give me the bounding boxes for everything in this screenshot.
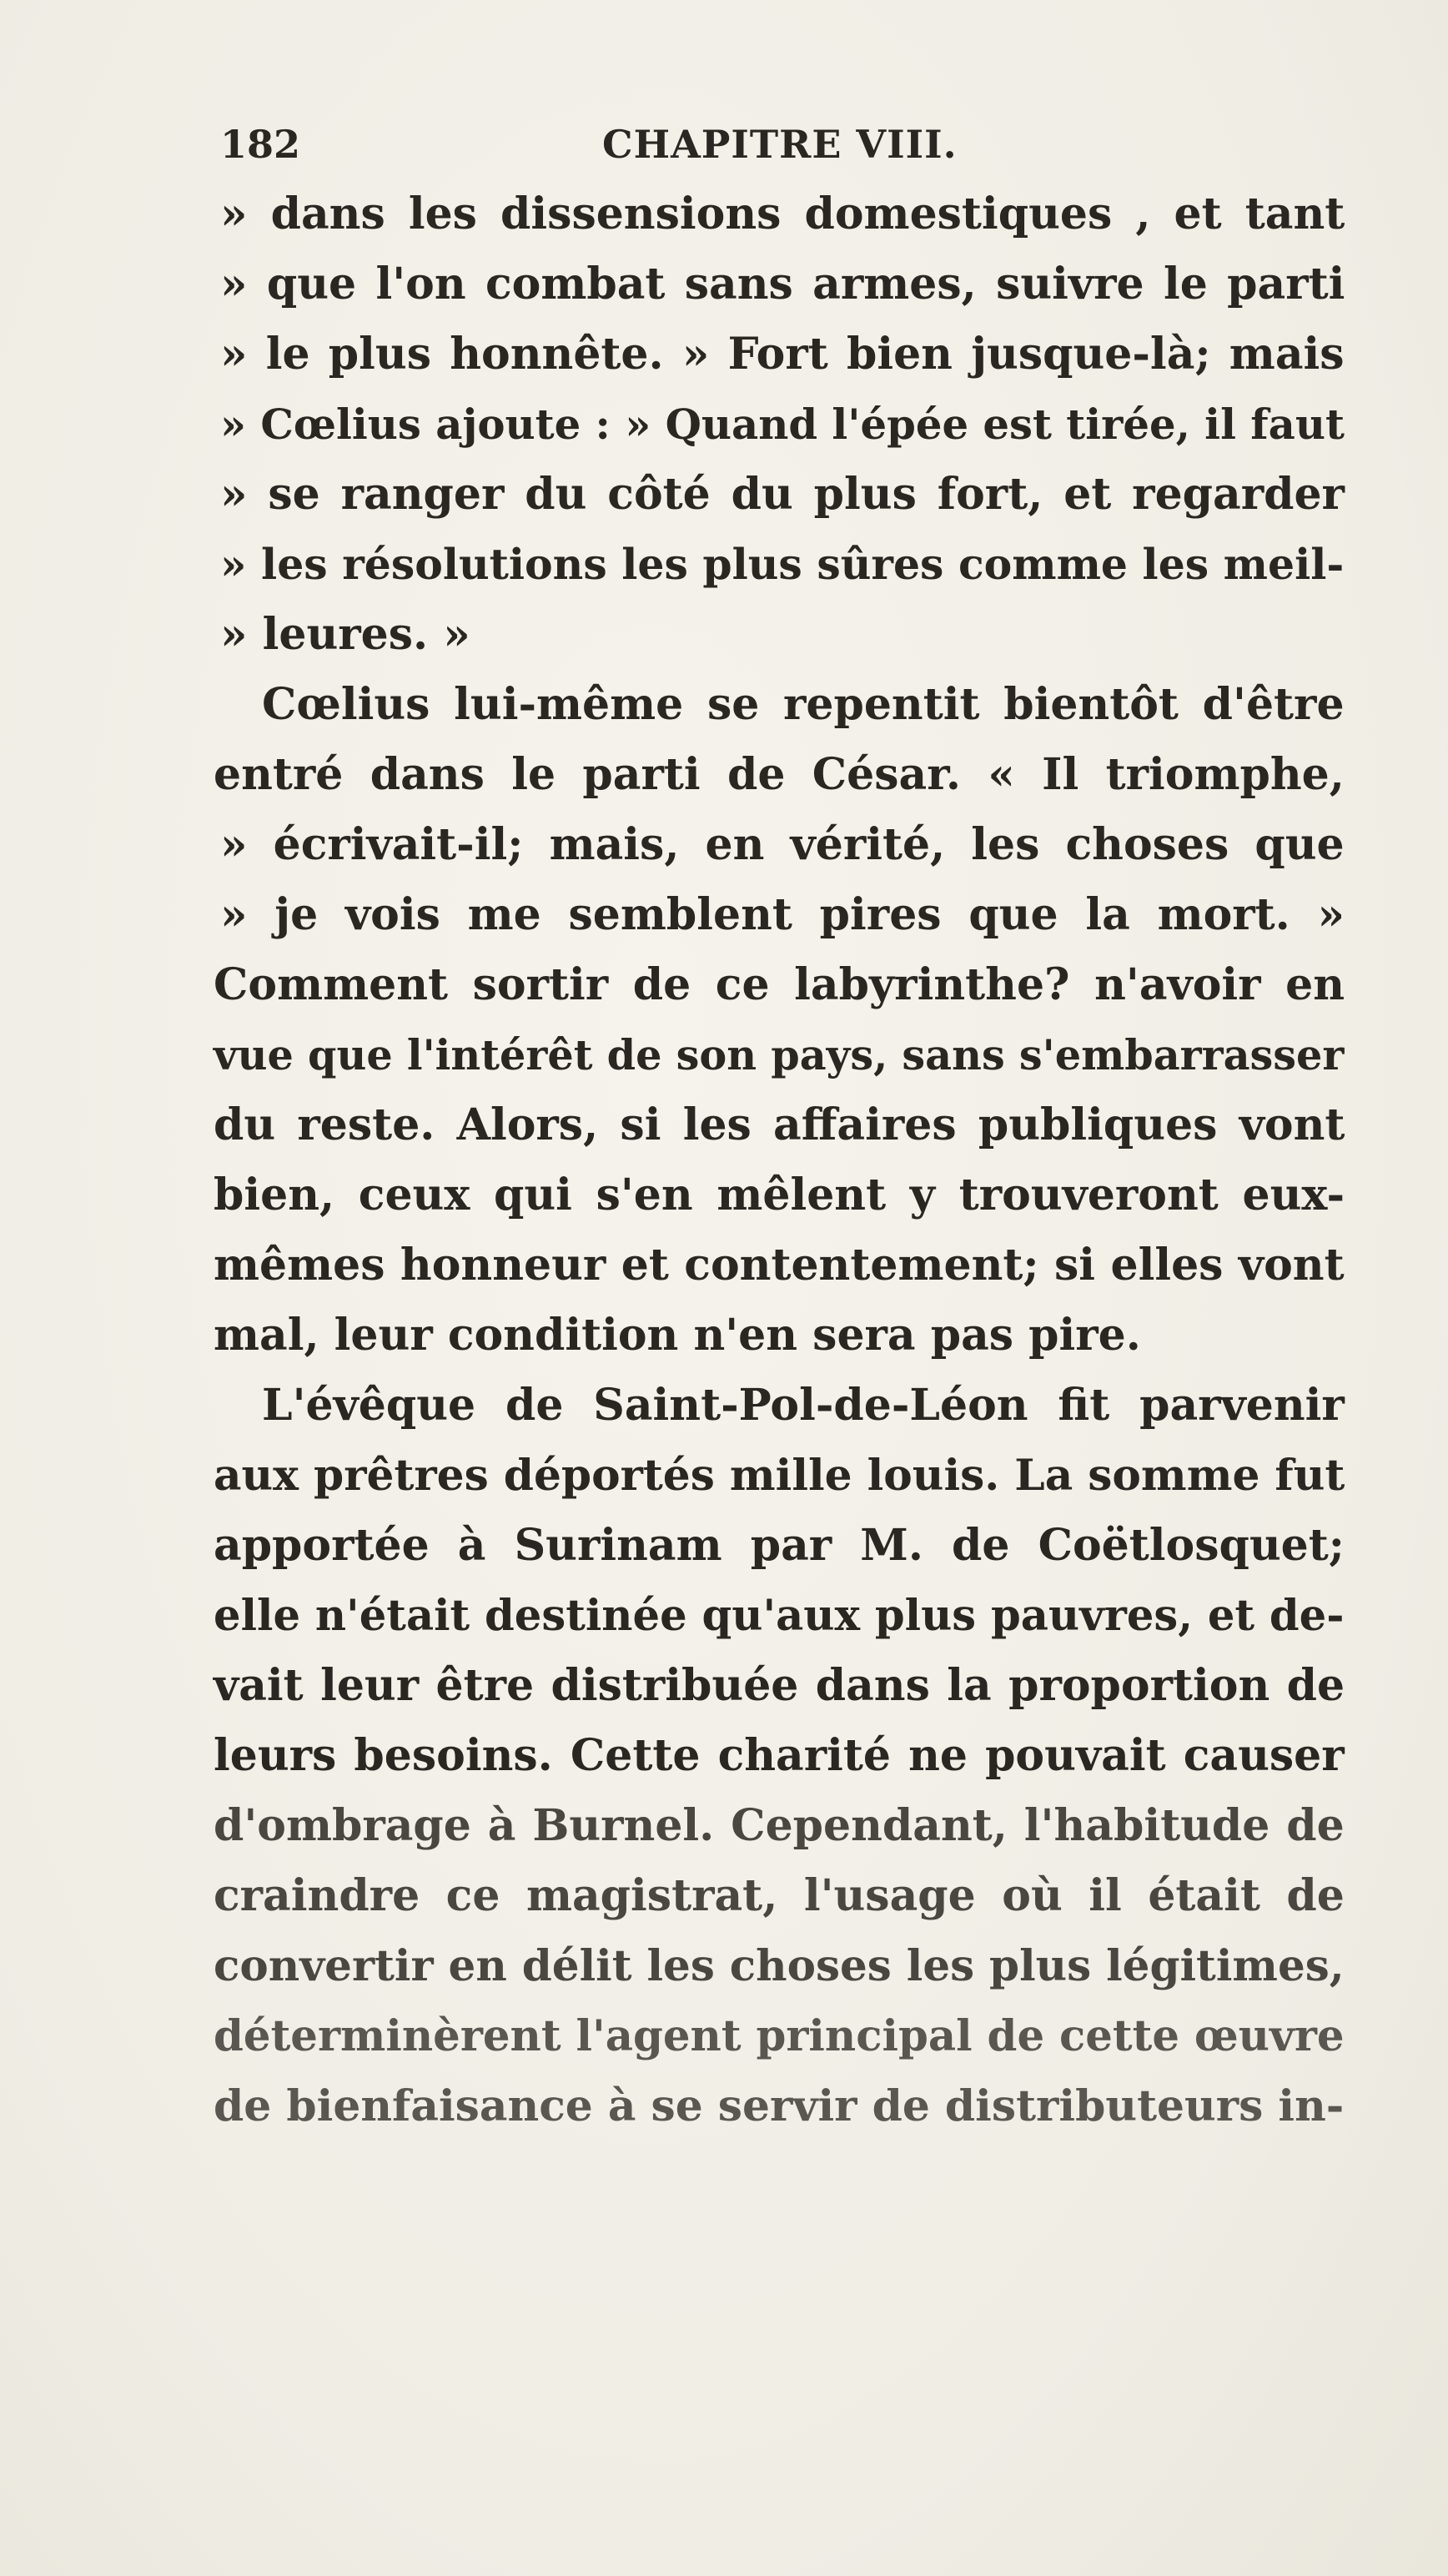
text-line: » dans les dissensions domestiques , et tant — [220, 189, 1345, 239]
page-number: 182 — [220, 122, 301, 167]
text-line: » écrivait-il; mais, en vérité, les choses que — [220, 819, 1345, 870]
text-line: déterminèrent l'agent principal de cette œuvre — [214, 2011, 1345, 2061]
text-line: entré dans le parti de César. « Il triomphe, — [214, 749, 1345, 800]
text-line: » je vois me semblent pires que la mort. » — [220, 889, 1345, 940]
text-line: de bienfaisance à se servir de distributeurs in- — [214, 2080, 1345, 2131]
text-line: » leures. » — [220, 609, 470, 660]
text-line: apportée à Surinam par M. de Coëtlosquet; — [214, 1520, 1345, 1571]
text-line: » Cœlius ajoute : » Quand l'épée est tirée, il faut — [220, 400, 1345, 449]
text-line: mêmes honneur et contentement; si elles vont — [214, 1240, 1345, 1291]
text-line: craindre ce magistrat, l'usage où il était de — [214, 1870, 1345, 1921]
text-line: mal, leur condition n'en sera pas pire. — [214, 1310, 1141, 1361]
text-line: L'évêque de Saint-Pol-de-Léon fit parvenir — [262, 1380, 1345, 1431]
text-line: Comment sortir de ce labyrinthe? n'avoir en — [214, 959, 1345, 1010]
text-line: convertir en délit les choses les plus légitimes, — [214, 1941, 1345, 1991]
text-line: du reste. Alors, si les affaires publiques vont — [214, 1099, 1345, 1150]
chapter-title: CHAPITRE VIII. — [602, 122, 958, 167]
text-line: vue que l'intérêt de son pays, sans s'embarrasser — [214, 1031, 1345, 1079]
text-line: Cœlius lui-même se repentit bientôt d'être — [262, 679, 1345, 730]
text-line: » se ranger du côté du plus fort, et regarder — [220, 469, 1345, 520]
text-line: aux prêtres déportés mille louis. La somme fut — [214, 1450, 1345, 1501]
text-line: elle n'était destinée qu'aux plus pauvres, et de- — [214, 1591, 1345, 1641]
text-line: d'ombrage à Burnel. Cependant, l'habitude de — [214, 1800, 1345, 1851]
text-line: bien, ceux qui s'en mêlent y trouveront eux- — [214, 1170, 1345, 1220]
text-line: » les résolutions les plus sûres comme les meil- — [220, 540, 1345, 589]
text-line: leurs besoins. Cette charité ne pouvait causer — [214, 1730, 1345, 1781]
text-line: » que l'on combat sans armes, suivre le parti — [220, 259, 1345, 309]
page-header — [214, 122, 1345, 172]
text-line: vait leur être distribuée dans la proportion de — [214, 1660, 1345, 1711]
text-line: » le plus honnête. » Fort bien jusque-là; mais — [220, 329, 1345, 380]
